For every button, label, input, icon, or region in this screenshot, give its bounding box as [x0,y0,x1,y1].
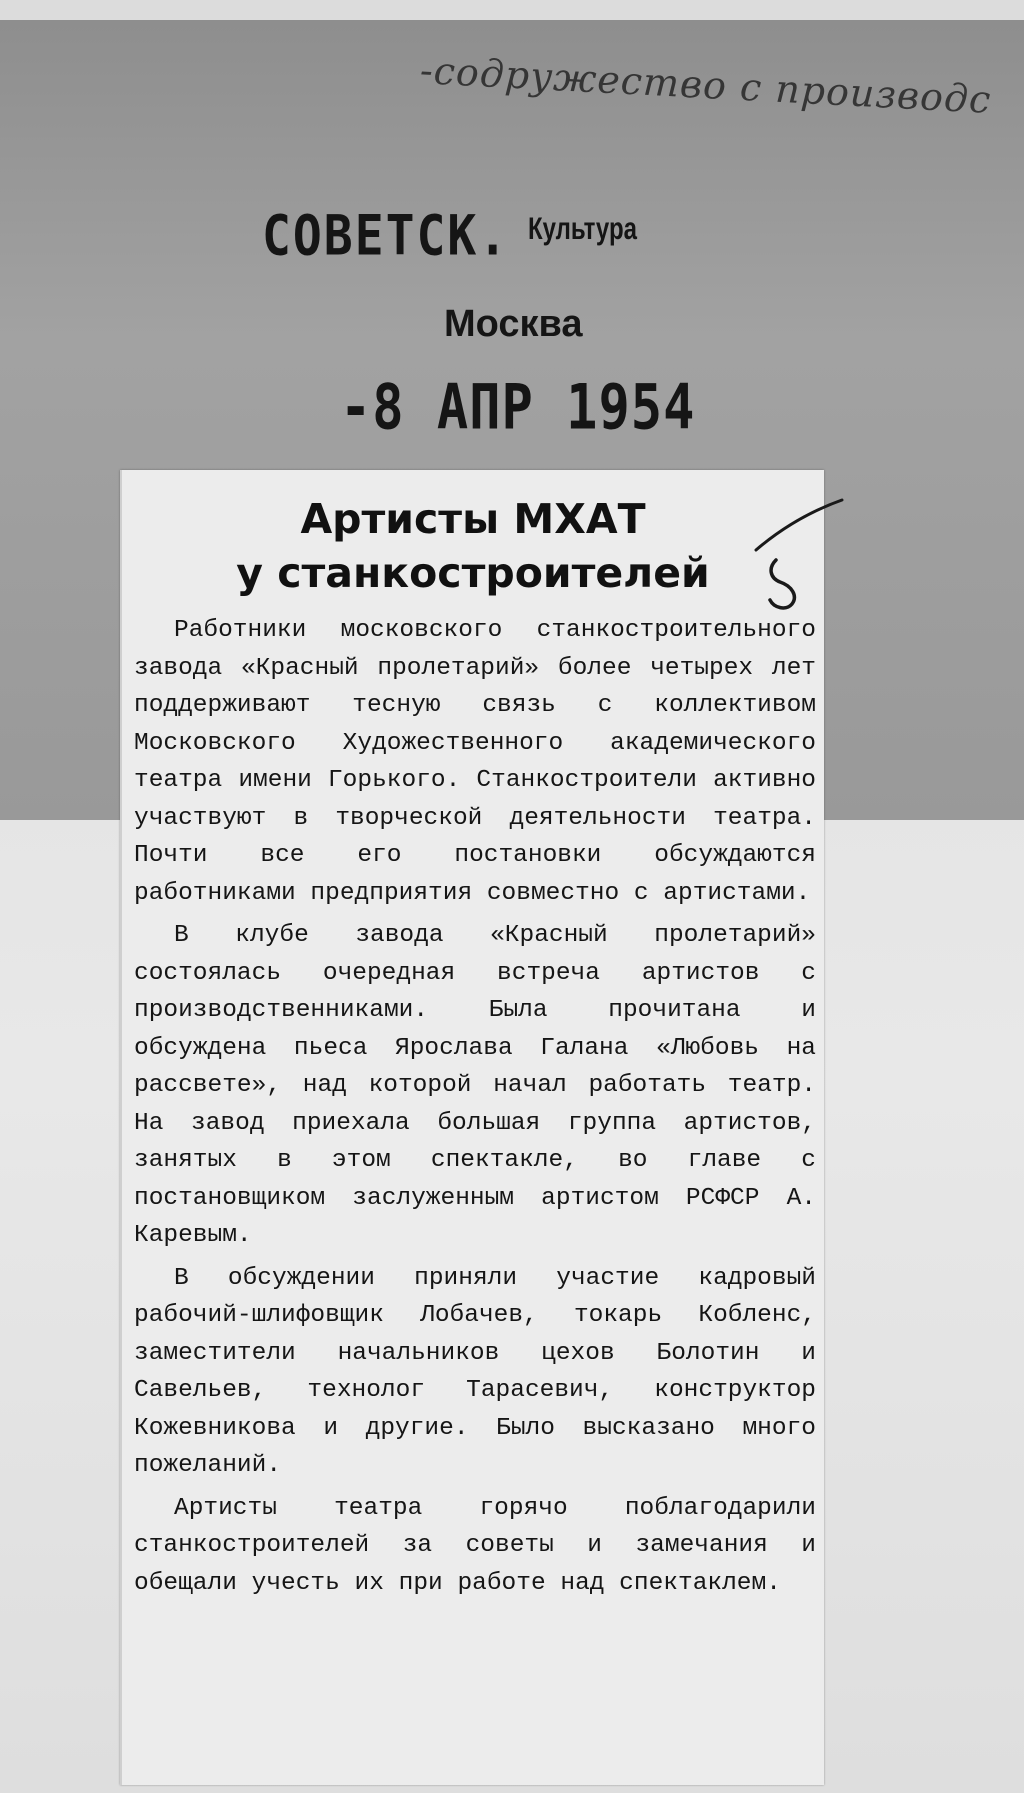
stamp-newspaper-suffix: Культура [528,211,637,247]
stamp-newspaper-name: СОВЕТСК. [262,203,510,269]
article-paragraph: Работники московского станкостроительного завода «Красный пролетарий» более четырех лет поддерживают тесную связь с коллективом Московского Художественного академического театра имени Горького. Станкостроители активно участвуют в творческой деятельности театра. Почти все его постановки обсуждаются работниками предприятия совместно с артистами. [134,617,816,907]
article-paragraph: В клубе завода «Красный пролетарий» состоялась очередная встреча артистов с производственниками. Была прочитана и обсуждена пьеса Ярослава Галана «Любовь на рассвете», над которой начал работать театр. На завод приехала большая группа артистов, занятых в этом спектакле, во главе с постановщиком заслуженным артистом РСФСР А. Каревым. [134,922,816,1249]
handwritten-note: -содружество с производс [418,48,993,122]
article-paragraph: Артисты театра горячо поблагодарили станкостроителей за советы и замечания и обещали учесть их при работе над спектаклем. [134,1494,816,1597]
headline-line-1: Артисты МХАТ [300,495,646,543]
article-body [134,612,816,1607]
stamp-date: -8 АПР 1954 [340,372,696,444]
headline-line-2: у станкостроителей [236,549,710,597]
article-headline [122,492,824,600]
stamp-city: Москва [444,303,583,345]
newspaper-clipping [120,470,824,1785]
article-paragraph: В обсуждении приняли участие кадровый рабочий-шлифовщик Лобачев, токарь Кобленс, заместители начальников цехов Болотин и Савельев, технолог Тарасевич, конструктор Кожевникова и другие. Было высказано много пожеланий. [134,1264,816,1479]
pencil-mark-icon [734,490,844,610]
